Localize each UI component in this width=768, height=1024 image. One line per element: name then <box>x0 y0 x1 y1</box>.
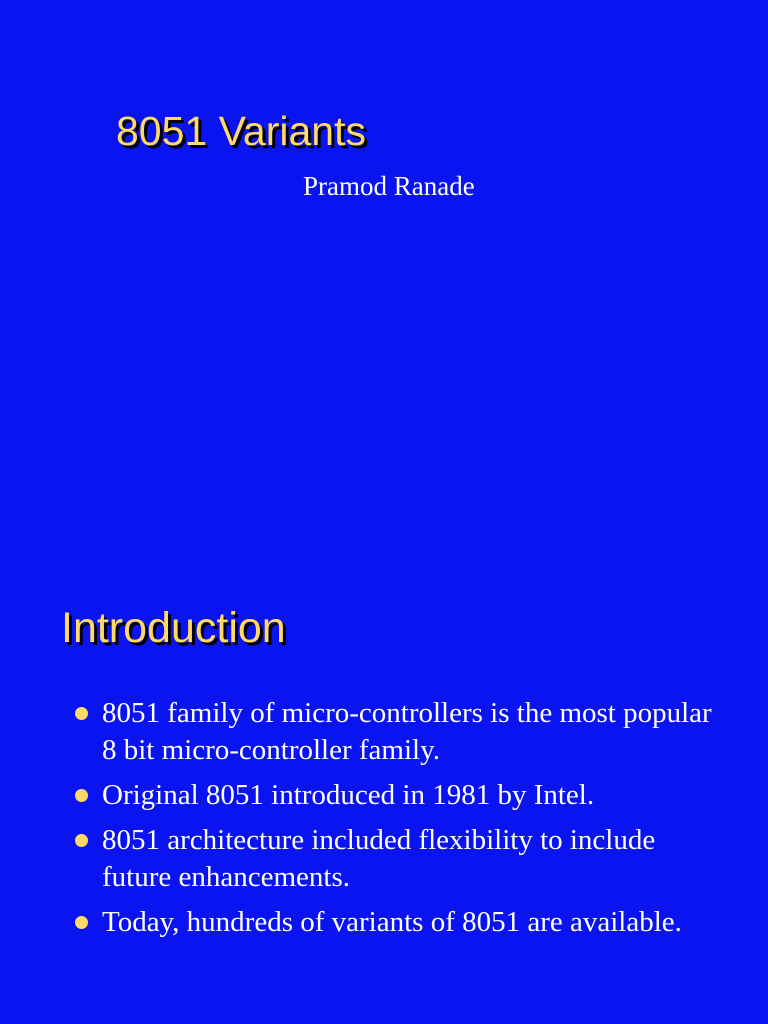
slide-2-title: Introduction <box>61 604 286 652</box>
bullet-text: 8051 family of micro-controllers is the most popular 8 bit micro-controller family. <box>102 697 712 766</box>
slide-introduction <box>0 512 768 1024</box>
bullet-text: 8051 architecture included flexibility to include future enhancements. <box>102 824 656 893</box>
bullet-dot-icon <box>75 834 88 847</box>
bullet-list <box>70 695 730 949</box>
bullet-item <box>70 777 730 814</box>
bullet-dot-icon <box>75 789 88 802</box>
bullet-item <box>70 695 730 769</box>
bullet-dot-icon <box>75 707 88 720</box>
slide-1-title: 8051 Variants <box>116 108 366 154</box>
bullet-dot-icon <box>75 916 88 929</box>
bullet-text: Today, hundreds of variants of 8051 are available. <box>102 906 682 938</box>
bullet-item <box>70 904 730 941</box>
author-name: Pramod Ranade <box>303 171 475 201</box>
bullet-text: Original 8051 introduced in 1981 by Intel. <box>102 779 595 811</box>
bullet-item <box>70 822 730 896</box>
